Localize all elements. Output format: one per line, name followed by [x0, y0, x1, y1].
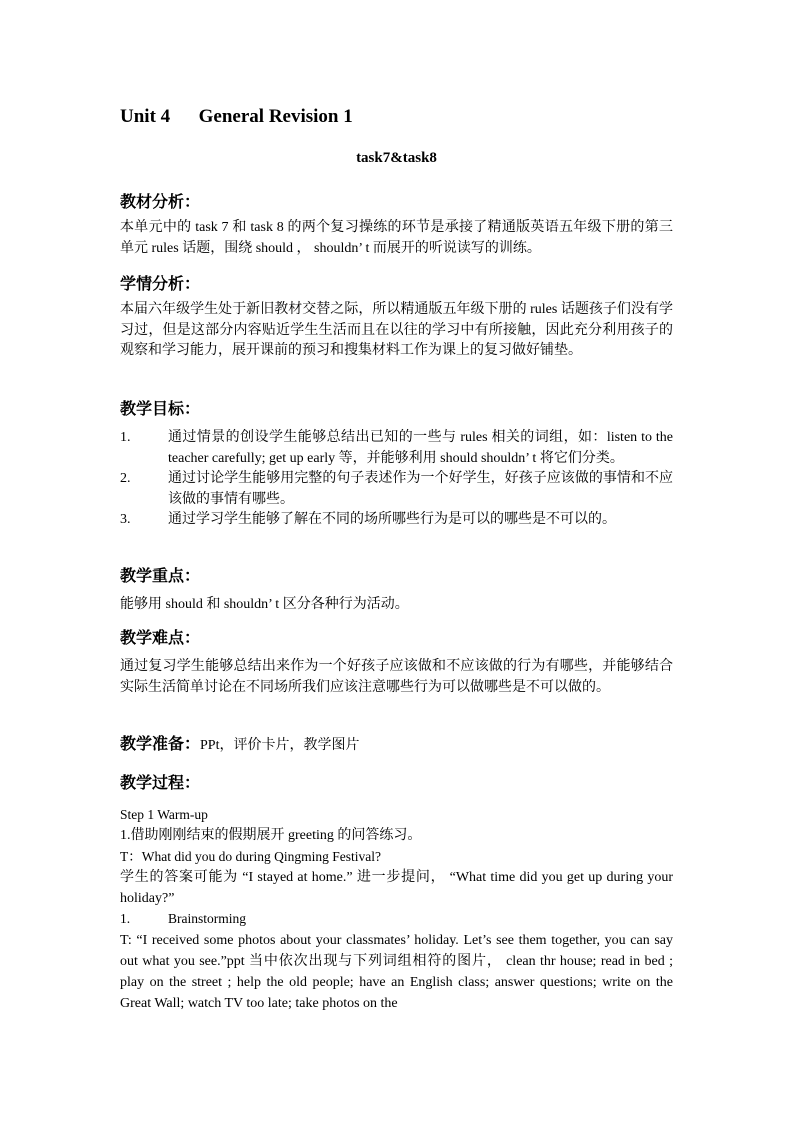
section-heading: 教材分析：: [120, 192, 201, 211]
section-material: [120, 191, 673, 259]
section-prep: [120, 731, 673, 754]
section-text: 能够用 should 和 shouldn’ t 区分各种行为活动。: [120, 597, 409, 612]
section-text: 本届六年级学生处于新旧教材交替之际，所以精通版五年级下册的 rules 话题孩子们没有学习过，但是这部分内容贴近学生生活而且在以往的学习中有所接触，因此充分利用孩子的观察和学习能力，展开课前的预习和搜集材料工作为课上的复习做好铺垫。: [120, 302, 673, 358]
section-heading: 教学难点：: [120, 628, 201, 647]
section-keypoint: [120, 565, 673, 616]
list-item-text: 通过讨论学生能够用完整的句子表述作为一个好学生，好孩子应该做的事情和不应该做的事情有哪些。: [168, 471, 673, 507]
section-text: 本单元中的 task 7 和 task 8 的两个复习操练的环节是承接了精通版英语五年级下册的第三单元 rules 话题，围绕 should ， shouldn’ t 而展开的听说读写的训练。: [120, 220, 673, 256]
process-body: [120, 804, 673, 1014]
section-heading: 学情分析：: [120, 274, 201, 293]
section-heading: 教学准备：: [120, 734, 201, 753]
process-line: T：What did you do during Qingming Festival?: [120, 849, 381, 864]
section-goals: [120, 398, 673, 531]
document-subtitle: task7&task8: [356, 150, 437, 166]
section-text: 通过复习学生能够总结出来作为一个好孩子应该做和不应该做的行为有哪些，并能够结合实际生活简单讨论在不同场所我们应该注意哪些行为可以做哪些是不可以做的。: [120, 659, 673, 695]
section-students: [120, 273, 673, 362]
section-text: PPt，评价卡片，教学图片: [200, 738, 360, 753]
list-item-text: 通过情景的创设学生能够总结出已知的一些与 rules 相关的词组，如：listen to the teacher carefully; get up early 等，并能够利用 should shouldn’ t 将它们分类。: [168, 430, 673, 466]
list-item-number: 1.: [120, 911, 131, 926]
document-title: Unit 4 General Revision 1: [120, 106, 353, 127]
section-process: [120, 772, 673, 1014]
list-item-number: 1.: [120, 430, 131, 445]
list-item-number: 2.: [120, 471, 131, 486]
list-item-text: Brainstorming: [168, 911, 246, 926]
list-item: [120, 469, 673, 510]
list-item-text: 通过学习学生能够了解在不同的场所哪些行为是可以的哪些是不可以的。: [168, 512, 616, 527]
process-line: 1.借助刚刚结束的假期展开 greeting 的问答练习。: [120, 828, 422, 843]
section-heading: 教学重点：: [120, 566, 201, 585]
goals-list: [120, 428, 673, 531]
list-item: [120, 510, 673, 531]
list-item: [120, 428, 673, 469]
list-item-number: 3.: [120, 512, 131, 527]
section-difficulty: [120, 627, 673, 698]
process-line: Step 1 Warm-up: [120, 807, 208, 822]
process-line: 学生的答案可能为 “I stayed at home.” 进一步提问， “What time did you get up during your holiday?”: [120, 870, 673, 906]
section-heading: 教学目标：: [120, 399, 201, 418]
section-heading: 教学过程：: [120, 773, 201, 792]
list-item: [120, 909, 673, 930]
process-paragraph: T: “I received some photos about your classmates’ holiday. Let’s see them together, you can say out what you see.”ppt 当中依次出现与下列词组相符的图片， clean thr house; read in bed ; play on the street ; help the old people; have an English class; answer questions; write on the Great Wall; watch TV too late; take photos on the: [120, 932, 673, 1011]
